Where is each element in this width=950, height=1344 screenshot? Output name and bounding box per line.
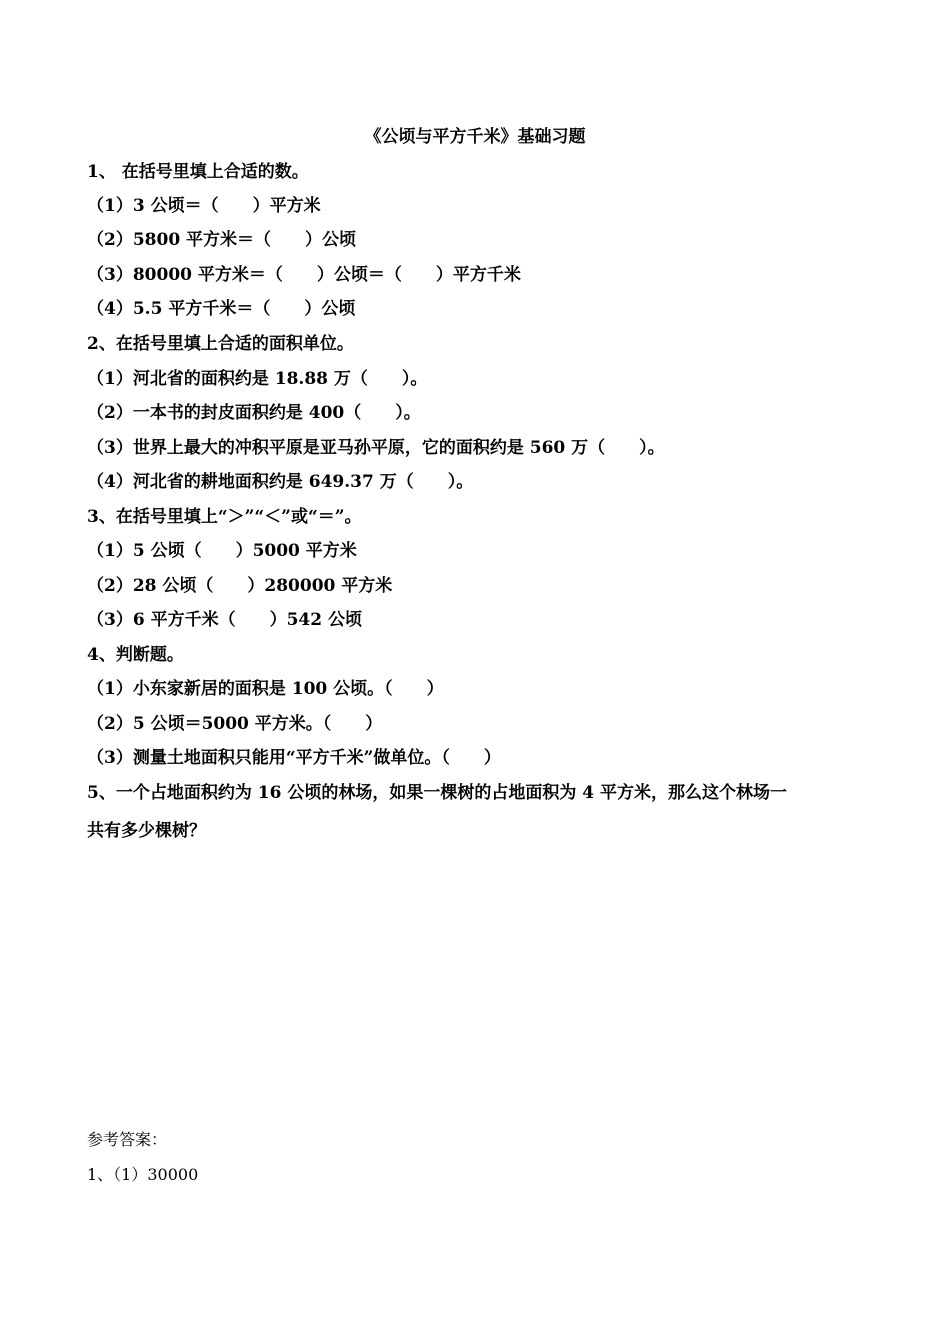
question-2-heading: 2、在括号里填上合适的面积单位。 bbox=[87, 334, 354, 354]
question-2-item-3: （3）世界上最大的冲积平原是亚马孙平原，它的面积约是 560 万（ ）。 bbox=[87, 438, 665, 458]
question-1-item-1: （1）3 公顷＝（ ）平方米 bbox=[87, 196, 321, 216]
question-4-item-2: （2）5 公顷＝5000 平方米。（ ） bbox=[87, 714, 383, 734]
question-1-heading: 1、 在括号里填上合适的数。 bbox=[87, 162, 309, 182]
question-4-item-3: （3）测量土地面积只能用“平方千米”做单位。（ ） bbox=[87, 748, 501, 768]
question-5-line-2: 共有多少棵树？ bbox=[87, 821, 206, 841]
question-5-line-1: 5、一个占地面积约为 16 公顷的林场，如果一棵树的占地面积为 4 平方米，那么这个林场一 bbox=[87, 783, 787, 803]
question-2-item-4: （4）河北省的耕地面积约是 649.37 万（ ）。 bbox=[87, 472, 474, 492]
question-2-item-2: （2）一本书的封皮面积约是 400（ ）。 bbox=[87, 403, 421, 423]
question-3-heading: 3、在括号里填上“＞”“＜”或“＝”。 bbox=[87, 507, 362, 527]
question-4-heading: 4、判断题。 bbox=[87, 645, 184, 665]
question-3-item-2: （2）28 公顷（ ）280000 平方米 bbox=[87, 576, 393, 596]
question-1-item-2: （2）5800 平方米＝（ ）公顷 bbox=[87, 230, 357, 250]
question-1-item-3: （3）80000 平方米＝（ ）公顷＝（ ）平方千米 bbox=[87, 265, 521, 285]
question-3-item-3: （3）6 平方千米（ ）542 公顷 bbox=[87, 610, 362, 630]
answers-label: 参考答案： bbox=[87, 1130, 168, 1149]
answer-1: 1、（1）30000 bbox=[87, 1165, 199, 1184]
question-1-item-4: （4）5.5 平方千米＝（ ）公顷 bbox=[87, 299, 356, 319]
page-title: 《公顷与平方千米》基础习题 bbox=[364, 127, 586, 147]
question-4-item-1: （1）小东家新居的面积是 100 公顷。（ ） bbox=[87, 679, 444, 699]
question-2-item-1: （1）河北省的面积约是 18.88 万（ ）。 bbox=[87, 369, 428, 389]
question-3-item-1: （1）5 公顷（ ）5000 平方米 bbox=[87, 541, 357, 561]
